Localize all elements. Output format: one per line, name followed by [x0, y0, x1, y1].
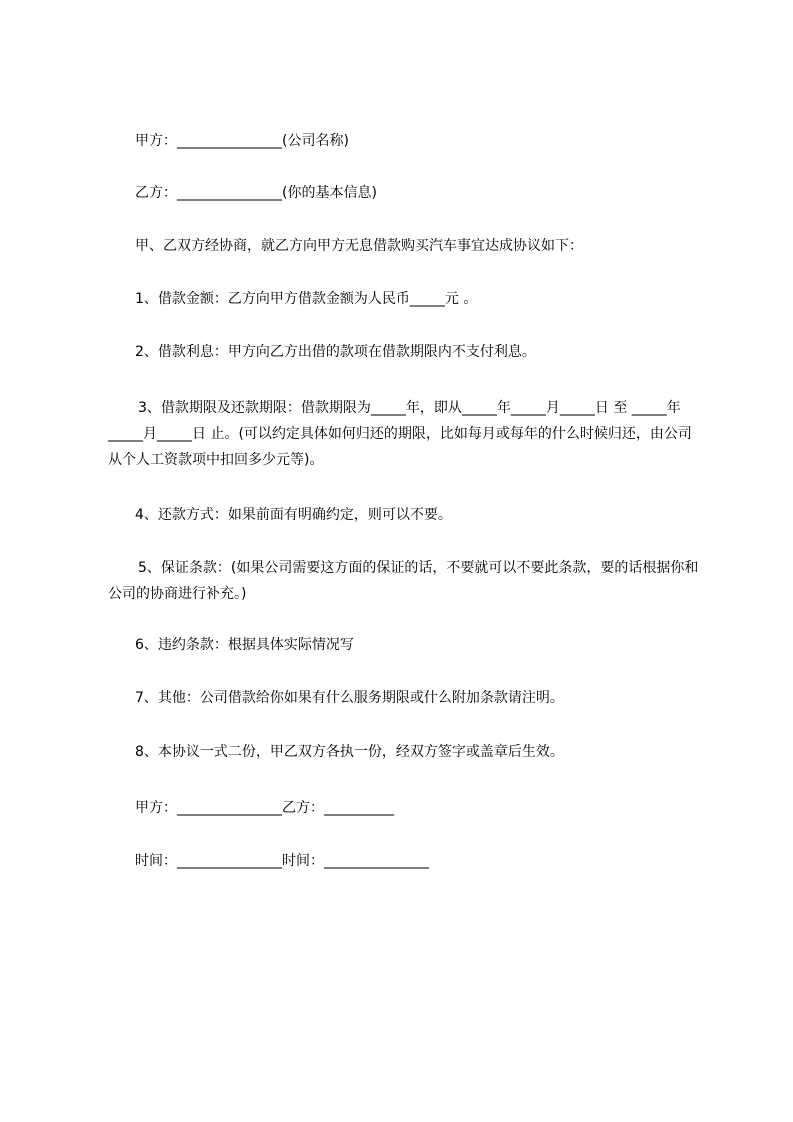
clause-2: 2、借款利息：甲方向乙方出借的款项在借款期限内不支付利息。	[135, 344, 536, 360]
clause-3: 3、借款期限及还款期限：借款期限为_____年，即从_____年_____月_____日 至 _____年_____月_____日 止。(可以约定具体如何归还的期限，比如每月或每年的什么时候归还，由公司从个人工资款项中扣回多少元等)。	[108, 400, 692, 468]
clause-4: 4、还款方式：如果前面有明确约定，则可以不要。	[135, 507, 452, 523]
intro-paragraph: 甲、乙双方经协商，就乙方向甲方无息借款购买汽车事宜达成协议如下：	[135, 238, 583, 254]
clause-1: 1、借款金额：乙方向甲方借款金额为人民币_____元 。	[135, 291, 478, 307]
clause-5: 5、保证条款：(如果公司需要这方面的保证的话，不要就可以不要此条款，要的话根据你和公司的协商进行补充。)	[108, 560, 699, 602]
date-line: 时间：_______________时间：_______________	[135, 853, 429, 869]
clause-8: 8、本协议一式二份，甲乙双方各执一份，经双方签字或盖章后生效。	[135, 744, 564, 760]
party-b-line: 乙方：_______________(你的基本信息)	[135, 185, 377, 201]
party-a-line: 甲方：_______________(公司名称)	[135, 133, 349, 149]
signature-line: 甲方：_______________乙方：__________	[135, 800, 394, 816]
clause-6: 6、违约条款：根据具体实际情况写	[135, 637, 354, 653]
clause-7: 7、其他：公司借款给你如果有什么服务期限或什么附加条款请注明。	[135, 690, 564, 706]
